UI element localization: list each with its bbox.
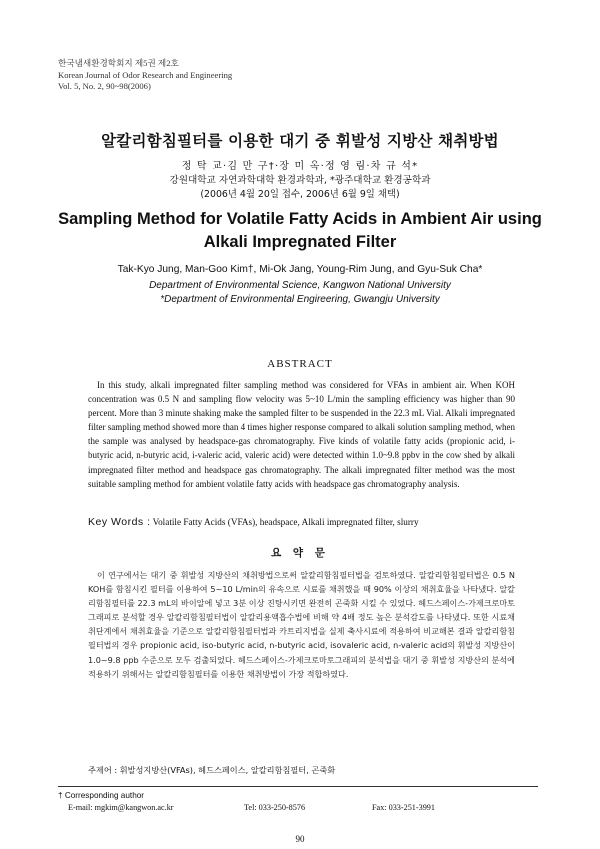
contact-email: E-mail: mgkim@kangwon.ac.kr <box>68 803 174 812</box>
contact-fax: Fax: 033-251-3991 <box>372 803 435 812</box>
department-2: *Department of Environmental Engireering, Gwangju University <box>160 294 440 305</box>
authors-korean: 정 탁 교·김 만 구†·장 미 옥·정 영 림·차 규 석* <box>181 161 419 172</box>
contact-row <box>58 802 558 814</box>
affiliation-korean: 강원대학교 자연과학대학 환경과학과, *광주대학교 환경공학과 <box>169 175 431 186</box>
footnote-divider <box>58 786 538 787</box>
corresponding-author-line: † Corresponding author <box>58 791 145 800</box>
received-accepted-dates: (2006년 4월 20일 접수, 2006년 6월 9일 채택) <box>200 189 400 200</box>
title-english: Sampling Method for Volatile Fatty Acids in Ambient Air using Alkali Impregnated Filter <box>58 210 542 251</box>
abstract-text: In this study, alkali impregnated filter sampling method was considered for VFAs in ambient air. When KOH concentration was 0.5 N and sampling flow velocity was 5~10 L/min the sampling efficiency was higher than 90 percent. More than 3 minute shaking make the sampled filter to be suspended in the 22.3 mL Vial. Alkali impregnated filter sampling method showed more than 4 times higher response compared to alkali solution sampling method, when the sample was analysed by headspace-gas chromatography. Five kinds of volatile fatty acids (propionic acid, i-butyric acid, n-butyric acid, i-valeric acid, valeric acid) were detected within 1.0~9.8 ppbv in the cow shed by alkali impregnated filter method and headspace gas chromatography. The alkali impregnated filter method was the most suitable sampling method for ambient volatile fatty acids with headspace gas chromatography analysis. <box>88 380 515 489</box>
journal-volume: Vol. 5, No. 2, 90~98(2006) <box>58 81 151 91</box>
keywords <box>88 516 528 528</box>
keywords-text: Volatile Fatty Acids (VFAs), headspace, Alkali impregnated filter, slurry <box>152 517 419 527</box>
page-number: 90 <box>295 834 305 844</box>
abstract-heading: ABSTRACT <box>267 358 333 370</box>
keywords-korean <box>88 765 528 776</box>
journal-header <box>58 58 232 93</box>
title-korean: 알칼리함침필터를 이용한 대기 중 휘발성 지방산 채취방법 <box>101 132 499 150</box>
affiliation-english <box>0 279 600 307</box>
keywords-korean-label: 주제어 : <box>88 765 118 775</box>
keywords-korean-text: 휘발성지방산(VFAs), 헤드스페이스, 알칼리함침필터, 곤죽화 <box>119 765 336 775</box>
summary-heading: 요 약 문 <box>271 547 329 559</box>
journal-name-en: Korean Journal of Odor Research and Engineering <box>58 69 233 80</box>
footnote <box>58 790 558 814</box>
summary-text: 이 연구에서는 대기 중 휘발성 지방산의 채취방법으로써 알칼리함침필터법을 검토하였다. 알칼리함침필터법은 0.5 N KOH를 함침시킨 필터를 이용하여 5~10 L/min의 유속으로 시료를 채취했을 때 90% 이상의 채취효율을 나타냈다. 알칼리함침필터를 22.3 mL의 바이알에 넣고 3분 이상 진탕시키면 완전히 곤죽화 시킬 수 있었다. 헤드스페이스-가제크로마토그래피로 분석할 경우 알칼리함침필터법이 알칼리용액흡수법에 비해 약 4배 정도 높은 분석감도를 나타냈다. 또한 시료채취단계에서 채취효율을 기준으로 알칼리함침필터법과 카트리지법을 실제 축사시료에 적용하여 비교해본 결과 알칼리함침필터법의 경우 propionic acid, iso-butyric acid, n-butyric acid, isovaleric acid, n-valeric acid의 휘발성 지방산이 1.0~9.8 ppb 수준으로 모두 검출되었다. 헤드스페이스-가제크로마토그래피의 분석법을 대기 중 휘발성 지방산의 분석에 적용하기 위해서는 알칼리함침필터를 이용한 채취방법이 가장 적합하였다. <box>88 570 515 679</box>
contact-tel: Tel: 033-250-8576 <box>244 803 306 812</box>
authors-english: Tak-Kyo Jung, Man-Goo Kim†, Mi-Ok Jang, Young-Rim Jung, and Gyu-Suk Cha* <box>117 264 483 275</box>
department-1: Department of Environmental Science, Kangwon National University <box>149 280 451 291</box>
journal-name-ko: 한국냄새환경학회지 제5권 제2호 <box>58 58 179 68</box>
keywords-label: Key Words : <box>88 516 151 528</box>
